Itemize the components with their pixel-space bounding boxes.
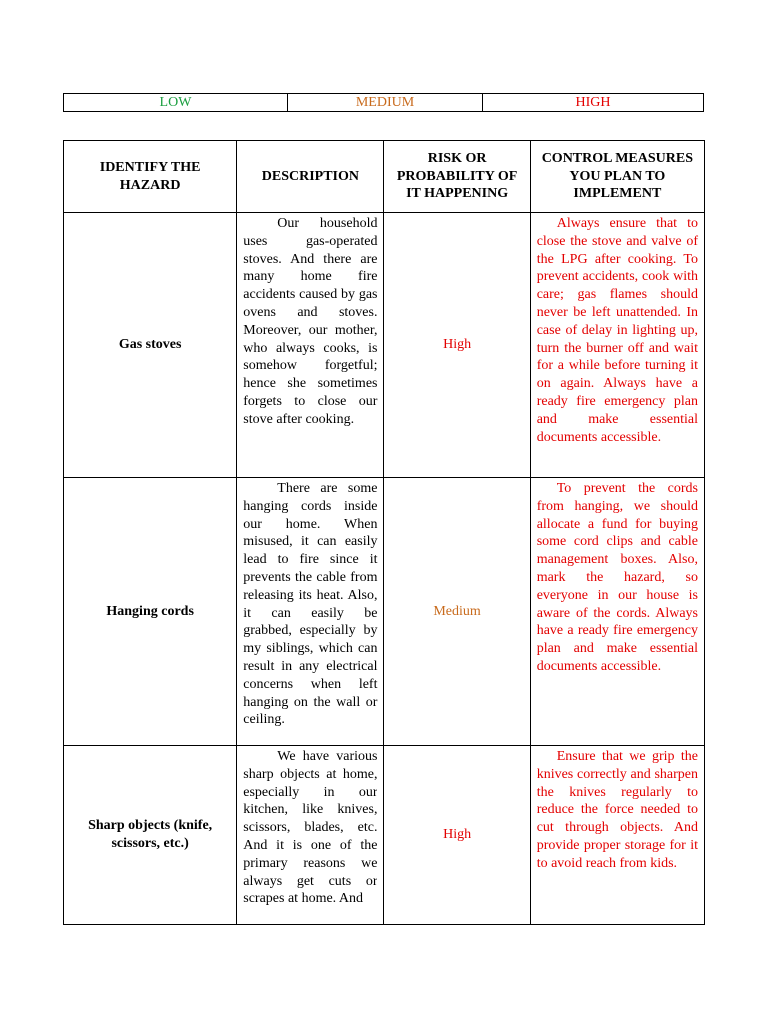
legend-medium: MEDIUM bbox=[288, 94, 483, 112]
header-description: DESCRIPTION bbox=[237, 141, 384, 213]
risk-level: High bbox=[384, 213, 530, 478]
header-hazard: IDENTIFY THE HAZARD bbox=[64, 141, 237, 213]
control-measures bbox=[530, 213, 704, 478]
hazard-name: Sharp objects (knife, scissors, etc.) bbox=[64, 746, 237, 925]
risk-level: Medium bbox=[384, 478, 530, 746]
legend-low: LOW bbox=[64, 94, 288, 112]
hazard-name: Gas stoves bbox=[64, 213, 237, 478]
table-row bbox=[64, 213, 705, 478]
control-measures bbox=[530, 746, 704, 925]
table-row bbox=[64, 478, 705, 746]
description-text: Our household uses gas-operated stoves. And there are many home fire accidents caused by gas ovens and stoves. Moreover, our mother, who always cooks, is somehow forgetful; hence she sometimes forgets to close our stove after cooking. bbox=[243, 216, 378, 427]
control-text: Always ensure that to close the stove and valve of the LPG after cooking. To prevent accidents, cook with care; gas flames should never be left unattended. In case of delay in lighting up, turn the burner off and wait for a while before turning it on again. Always have a ready fire emergency plan and make essential documents accessible. bbox=[536, 216, 698, 445]
risk-level-legend bbox=[63, 93, 704, 112]
description-text: There are some hanging cords inside our home. When misused, it can easily lead to fire since it prevents the cable from releasing its heat. Also, it can easily be grabbed, especially by my siblings, which can result in any electrical concerns when left hanging on the wall or ceiling. bbox=[243, 481, 378, 728]
hazard-description bbox=[237, 213, 384, 478]
risk-level: High bbox=[384, 746, 530, 925]
description-text: We have various sharp objects at home, especially in our kitchen, like knives, scissors, blades, etc. And it is one of the primary reasons we always get cuts or scrapes at home. And bbox=[243, 749, 378, 907]
legend-high: HIGH bbox=[483, 94, 704, 112]
header-risk: RISK OR PROBABILITY OF IT HAPPENING bbox=[384, 141, 530, 213]
control-text: To prevent the cords from hanging, we should allocate a fund for buying some cord clips and cable management boxes. Also, mark the hazard, so everyone in our house is aware of the cords. Always have a ready fire emergency plan and make essential documents accessible. bbox=[536, 481, 698, 674]
control-measures bbox=[530, 478, 704, 746]
hazard-description bbox=[237, 746, 384, 925]
hazard-assessment-table bbox=[63, 140, 705, 925]
header-control: CONTROL MEASURES YOU PLAN TO IMPLEMENT bbox=[530, 141, 704, 213]
control-text: Ensure that we grip the knives correctly and sharpen the knives regularly to reduce the force needed to cut through objects. And provide proper storage for it to avoid reach from kids. bbox=[536, 749, 698, 871]
hazard-name: Hanging cords bbox=[64, 478, 237, 746]
table-row bbox=[64, 746, 705, 925]
table-header-row bbox=[64, 141, 705, 213]
hazard-description bbox=[237, 478, 384, 746]
